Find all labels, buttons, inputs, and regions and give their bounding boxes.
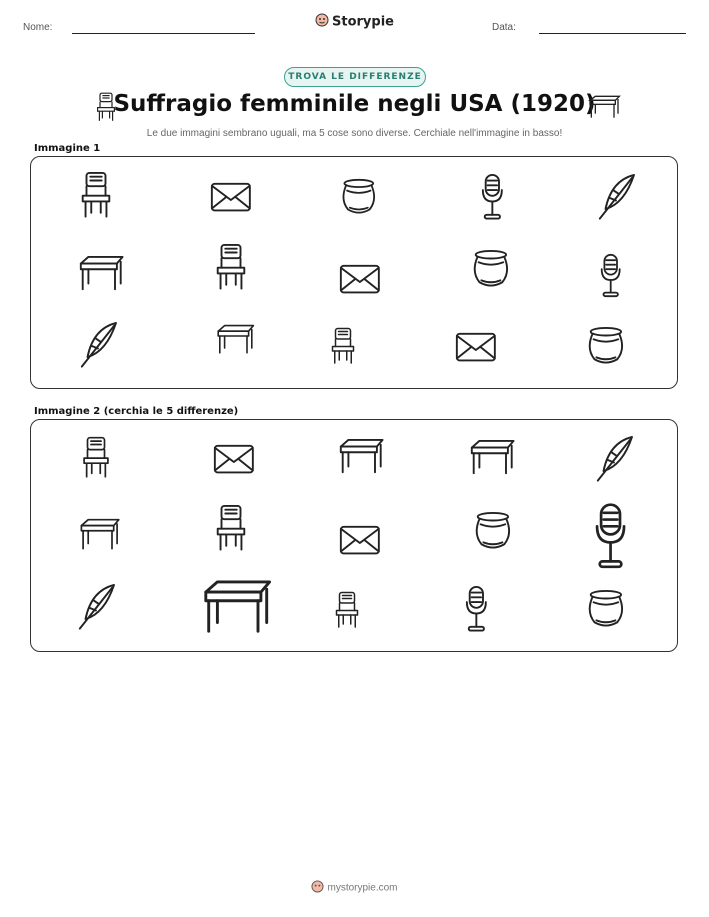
table-icon[interactable] <box>468 439 516 479</box>
envelope-icon[interactable] <box>338 524 382 560</box>
quill-icon[interactable] <box>76 583 118 635</box>
name-line[interactable] <box>72 33 255 34</box>
pot-icon <box>585 326 627 370</box>
image2-panel[interactable] <box>30 419 678 652</box>
footer-url: mystorypie.com <box>327 882 398 894</box>
table-icon[interactable] <box>78 518 121 554</box>
microphone-icon <box>599 253 622 302</box>
chair-icon <box>328 327 358 369</box>
table-icon[interactable] <box>337 438 385 478</box>
pot-icon <box>470 249 512 293</box>
date-line[interactable] <box>539 33 686 34</box>
pot-icon[interactable] <box>585 589 627 633</box>
brand-logo <box>0 13 709 31</box>
envelope-icon <box>338 263 382 299</box>
microphone-icon[interactable] <box>593 502 628 574</box>
image1-label: Immagine 1 <box>34 143 101 154</box>
brand-name: Storypie <box>332 14 394 30</box>
chair-icon <box>77 171 115 223</box>
chair-icon[interactable] <box>332 591 362 633</box>
envelope-icon <box>209 181 253 217</box>
footer <box>0 880 709 896</box>
badge: TROVA LE DIFFERENZE <box>284 67 426 87</box>
pot-icon[interactable] <box>472 511 514 555</box>
chair-icon[interactable] <box>212 504 250 556</box>
quill-icon <box>596 173 638 225</box>
name-label: Nome: <box>23 22 53 33</box>
quill-icon <box>78 321 120 373</box>
envelope-icon <box>454 331 498 367</box>
table-icon <box>215 324 255 358</box>
microphone-icon <box>480 173 505 225</box>
page-title: Suffragio femminile negli USA (1920) <box>113 91 596 117</box>
chair-icon <box>212 243 250 295</box>
table-icon <box>77 255 125 295</box>
storypie-logo-icon <box>315 13 329 31</box>
microphone-icon[interactable] <box>464 585 489 637</box>
date-label: Data: <box>492 22 516 33</box>
table-icon[interactable] <box>200 579 273 638</box>
image1-panel <box>30 156 678 389</box>
instructions: Le due immagini sembrano uguali, ma 5 cose sono diverse. Cerchiale nell'immagine in basso! <box>146 128 563 139</box>
chair-icon[interactable] <box>79 436 113 483</box>
pot-icon <box>339 178 379 220</box>
quill-icon[interactable] <box>594 435 636 487</box>
storypie-logo-icon <box>311 880 324 896</box>
table-icon <box>587 95 621 123</box>
envelope-icon[interactable] <box>212 443 256 479</box>
image2-label: Immagine 2 (cerchia le 5 differenze) <box>34 406 239 417</box>
